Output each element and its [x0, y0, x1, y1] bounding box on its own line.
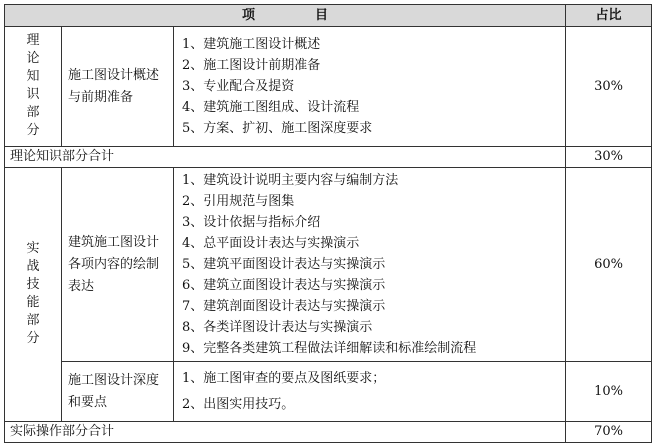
table-row — [5, 362, 652, 422]
subtotal-row — [5, 422, 652, 443]
list-item: 2、施工图设计前期准备 — [182, 58, 321, 73]
ratio-cell: 60% — [566, 168, 652, 362]
category-practical: 实战技能部分 — [5, 168, 62, 422]
list-item: 8、各类详图设计表达与实操演示 — [182, 320, 373, 335]
list-item: 9、完整各类建筑工程做法详细解读和标准绘制流程 — [182, 341, 477, 356]
subtotal-label: 理论知识部分合计 — [5, 147, 566, 168]
subtotal-row — [5, 147, 652, 168]
curriculum-table — [4, 4, 652, 443]
list-item: 7、建筑剖面图设计表达与实操演示 — [182, 299, 386, 314]
list-item: 3、专业配合及提资 — [182, 79, 295, 94]
list-item: 2、引用规范与图集 — [182, 194, 295, 209]
list-item: 4、总平面设计表达与实操演示 — [182, 236, 360, 251]
subtotal-ratio: 70% — [566, 422, 652, 443]
table-row — [5, 168, 652, 362]
ratio-cell: 10% — [566, 362, 652, 422]
header-item: 项目 — [5, 5, 566, 27]
subject-cell: 施工图设计概述与前期准备 — [62, 27, 174, 147]
table-row — [5, 27, 652, 147]
list-item: 5、方案、扩初、施工图深度要求 — [182, 121, 373, 136]
items-cell — [174, 27, 566, 147]
list-item: 1、建筑设计说明主要内容与编制方法 — [182, 173, 399, 188]
list-item: 1、建筑施工图设计概述 — [182, 37, 321, 52]
list-item: 1、施工图审查的要点及图纸要求； — [182, 370, 386, 386]
subject-cell: 施工图设计深度和要点 — [62, 362, 174, 422]
subtotal-ratio: 30% — [566, 147, 652, 168]
list-item: 3、设计依据与指标介绍 — [182, 215, 321, 230]
items-cell — [174, 362, 566, 422]
list-item: 2、出图实用技巧。 — [182, 396, 295, 412]
ratio-cell: 30% — [566, 27, 652, 147]
list-item: 5、建筑平面图设计表达与实操演示 — [182, 257, 386, 272]
table-header-row — [5, 5, 652, 27]
category-theory: 理论知识部分 — [5, 27, 62, 147]
items-cell — [174, 168, 566, 362]
list-item: 4、建筑施工图组成、设计流程 — [182, 100, 360, 115]
header-ratio: 占比 — [566, 5, 652, 27]
list-item: 6、建筑立面图设计表达与实操演示 — [182, 278, 386, 293]
subtotal-label: 实际操作部分合计 — [5, 422, 566, 443]
subject-cell: 建筑施工图设计各项内容的绘制表达 — [62, 168, 174, 362]
